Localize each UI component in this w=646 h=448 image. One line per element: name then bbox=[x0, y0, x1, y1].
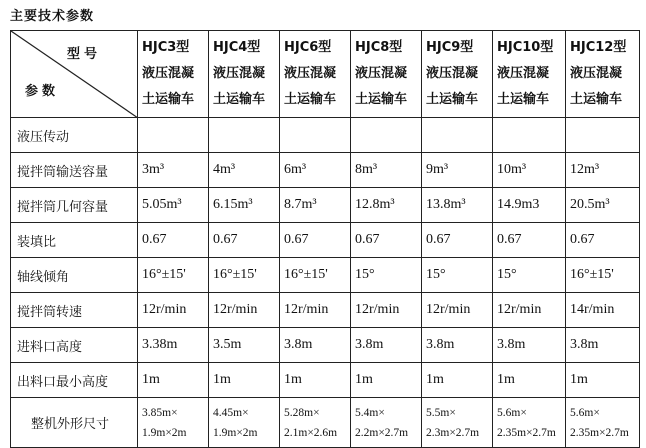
value-cell bbox=[566, 118, 640, 153]
row-label: 整机外形尺寸 bbox=[11, 398, 138, 448]
value-cell: 1m bbox=[138, 363, 209, 398]
row-label: 装填比 bbox=[11, 223, 138, 258]
table-row bbox=[11, 363, 640, 398]
value-cell bbox=[422, 118, 493, 153]
value-cell: 3.8m bbox=[351, 328, 422, 363]
table-row bbox=[11, 293, 640, 328]
model-code: HJC6型 bbox=[284, 40, 332, 55]
table-row bbox=[11, 188, 640, 223]
model-code: HJC10型 bbox=[497, 40, 554, 55]
table-row bbox=[11, 258, 640, 293]
value-cell: 3.8m bbox=[280, 328, 351, 363]
value-cell bbox=[209, 118, 280, 153]
value-cell bbox=[138, 118, 209, 153]
value-cell bbox=[351, 118, 422, 153]
dimension-cell bbox=[280, 398, 351, 448]
value-cell: 5.05m³ bbox=[138, 188, 209, 223]
dimension-line: 2.35m×2.7m bbox=[497, 426, 556, 439]
model-name-line: 液压混凝 bbox=[355, 66, 408, 81]
dimension-line: 3.85m× bbox=[142, 406, 178, 419]
value-cell: 1m bbox=[209, 363, 280, 398]
model-name-line: 液压混凝 bbox=[570, 66, 623, 81]
table-row bbox=[11, 153, 640, 188]
corner-header-cell bbox=[11, 31, 138, 118]
value-cell: 1m bbox=[351, 363, 422, 398]
dimension-line: 5.5m× bbox=[426, 406, 456, 419]
value-cell: 13.8m³ bbox=[422, 188, 493, 223]
table-row bbox=[11, 328, 640, 363]
value-cell: 3.8m bbox=[493, 328, 566, 363]
value-cell: 3.38m bbox=[138, 328, 209, 363]
model-header-cell bbox=[209, 31, 280, 118]
model-header-cell bbox=[566, 31, 640, 118]
model-name-line: 液压混凝 bbox=[142, 66, 195, 81]
value-cell: 15° bbox=[351, 258, 422, 293]
value-cell: 20.5m³ bbox=[566, 188, 640, 223]
value-cell: 0.67 bbox=[138, 223, 209, 258]
model-header-cell bbox=[138, 31, 209, 118]
dimension-line: 4.45m× bbox=[213, 406, 249, 419]
value-cell: 8.7m³ bbox=[280, 188, 351, 223]
model-name-line: 土运输车 bbox=[284, 92, 337, 107]
dimension-line: 5.6m× bbox=[497, 406, 527, 419]
dimension-line: 2.3m×2.7m bbox=[426, 426, 480, 439]
value-cell: 1m bbox=[566, 363, 640, 398]
value-cell: 6m³ bbox=[280, 153, 351, 188]
value-cell: 3.8m bbox=[566, 328, 640, 363]
value-cell: 0.67 bbox=[209, 223, 280, 258]
row-label: 液压传动 bbox=[11, 118, 138, 153]
value-cell: 3.8m bbox=[422, 328, 493, 363]
dimension-line: 5.28m× bbox=[284, 406, 320, 419]
corner-param-label: 参数 bbox=[25, 84, 60, 99]
value-cell: 16°±15' bbox=[566, 258, 640, 293]
table-row bbox=[11, 118, 640, 153]
table-row bbox=[11, 223, 640, 258]
dimension-cell bbox=[422, 398, 493, 448]
dimension-cell bbox=[566, 398, 640, 448]
dimension-cell bbox=[493, 398, 566, 448]
dimension-line: 1.9m×2m bbox=[213, 426, 258, 439]
model-code: HJC9型 bbox=[426, 40, 474, 55]
value-cell: 1m bbox=[280, 363, 351, 398]
row-label: 搅拌筒几何容量 bbox=[11, 188, 138, 223]
value-cell: 12m³ bbox=[566, 153, 640, 188]
value-cell: 0.67 bbox=[351, 223, 422, 258]
value-cell: 12r/min bbox=[493, 293, 566, 328]
dimension-line: 2.2m×2.7m bbox=[355, 426, 409, 439]
dimension-cell bbox=[351, 398, 422, 448]
dimension-line: 2.35m×2.7m bbox=[570, 426, 629, 439]
value-cell: 12r/min bbox=[422, 293, 493, 328]
value-cell: 4m³ bbox=[209, 153, 280, 188]
model-name-line: 土运输车 bbox=[142, 92, 195, 107]
value-cell: 12.8m³ bbox=[351, 188, 422, 223]
dimension-cell bbox=[209, 398, 280, 448]
spec-table bbox=[10, 30, 640, 448]
dimension-line: 1.9m×2m bbox=[142, 426, 187, 439]
model-header-cell bbox=[493, 31, 566, 118]
model-code: HJC3型 bbox=[142, 40, 190, 55]
model-header-cell bbox=[351, 31, 422, 118]
dimension-line: 5.6m× bbox=[570, 406, 600, 419]
model-name-line: 液压混凝 bbox=[284, 66, 337, 81]
value-cell: 3.5m bbox=[209, 328, 280, 363]
value-cell bbox=[493, 118, 566, 153]
page-title: 主要技术参数 bbox=[10, 9, 95, 24]
value-cell: 3m³ bbox=[138, 153, 209, 188]
model-header-cell bbox=[280, 31, 351, 118]
value-cell: 8m³ bbox=[351, 153, 422, 188]
model-name-line: 土运输车 bbox=[213, 92, 266, 107]
model-code: HJC12型 bbox=[570, 40, 627, 55]
value-cell: 14r/min bbox=[566, 293, 640, 328]
value-cell: 0.67 bbox=[422, 223, 493, 258]
dimension-cell bbox=[138, 398, 209, 448]
header-row bbox=[11, 31, 640, 118]
model-name-line: 液压混凝 bbox=[497, 66, 550, 81]
model-name-line: 土运输车 bbox=[497, 92, 550, 107]
value-cell: 16°±15' bbox=[280, 258, 351, 293]
row-label: 轴线倾角 bbox=[11, 258, 138, 293]
value-cell: 1m bbox=[422, 363, 493, 398]
model-name-line: 土运输车 bbox=[355, 92, 408, 107]
value-cell: 15° bbox=[422, 258, 493, 293]
value-cell: 0.67 bbox=[566, 223, 640, 258]
row-label: 搅拌筒输送容量 bbox=[11, 153, 138, 188]
model-header-cell bbox=[422, 31, 493, 118]
model-name-line: 液压混凝 bbox=[426, 66, 479, 81]
value-cell: 12r/min bbox=[280, 293, 351, 328]
dimension-line: 2.1m×2.6m bbox=[284, 426, 338, 439]
value-cell: 15° bbox=[493, 258, 566, 293]
value-cell: 14.9m3 bbox=[493, 188, 566, 223]
table-row bbox=[11, 398, 640, 448]
model-name-line: 土运输车 bbox=[570, 92, 623, 107]
value-cell: 0.67 bbox=[280, 223, 351, 258]
value-cell: 16°±15' bbox=[138, 258, 209, 293]
model-code: HJC8型 bbox=[355, 40, 403, 55]
value-cell: 9m³ bbox=[422, 153, 493, 188]
value-cell: 12r/min bbox=[138, 293, 209, 328]
row-label: 进料口高度 bbox=[11, 328, 138, 363]
model-code: HJC4型 bbox=[213, 40, 261, 55]
value-cell: 1m bbox=[493, 363, 566, 398]
dimension-line: 5.4m× bbox=[355, 406, 385, 419]
value-cell: 0.67 bbox=[493, 223, 566, 258]
row-label: 出料口最小高度 bbox=[11, 363, 138, 398]
row-label: 搅拌筒转速 bbox=[11, 293, 138, 328]
value-cell: 6.15m³ bbox=[209, 188, 280, 223]
value-cell bbox=[280, 118, 351, 153]
value-cell: 10m³ bbox=[493, 153, 566, 188]
model-name-line: 土运输车 bbox=[426, 92, 479, 107]
corner-model-label: 型号 bbox=[66, 47, 101, 62]
value-cell: 12r/min bbox=[209, 293, 280, 328]
value-cell: 16°±15' bbox=[209, 258, 280, 293]
model-name-line: 液压混凝 bbox=[213, 66, 266, 81]
value-cell: 12r/min bbox=[351, 293, 422, 328]
